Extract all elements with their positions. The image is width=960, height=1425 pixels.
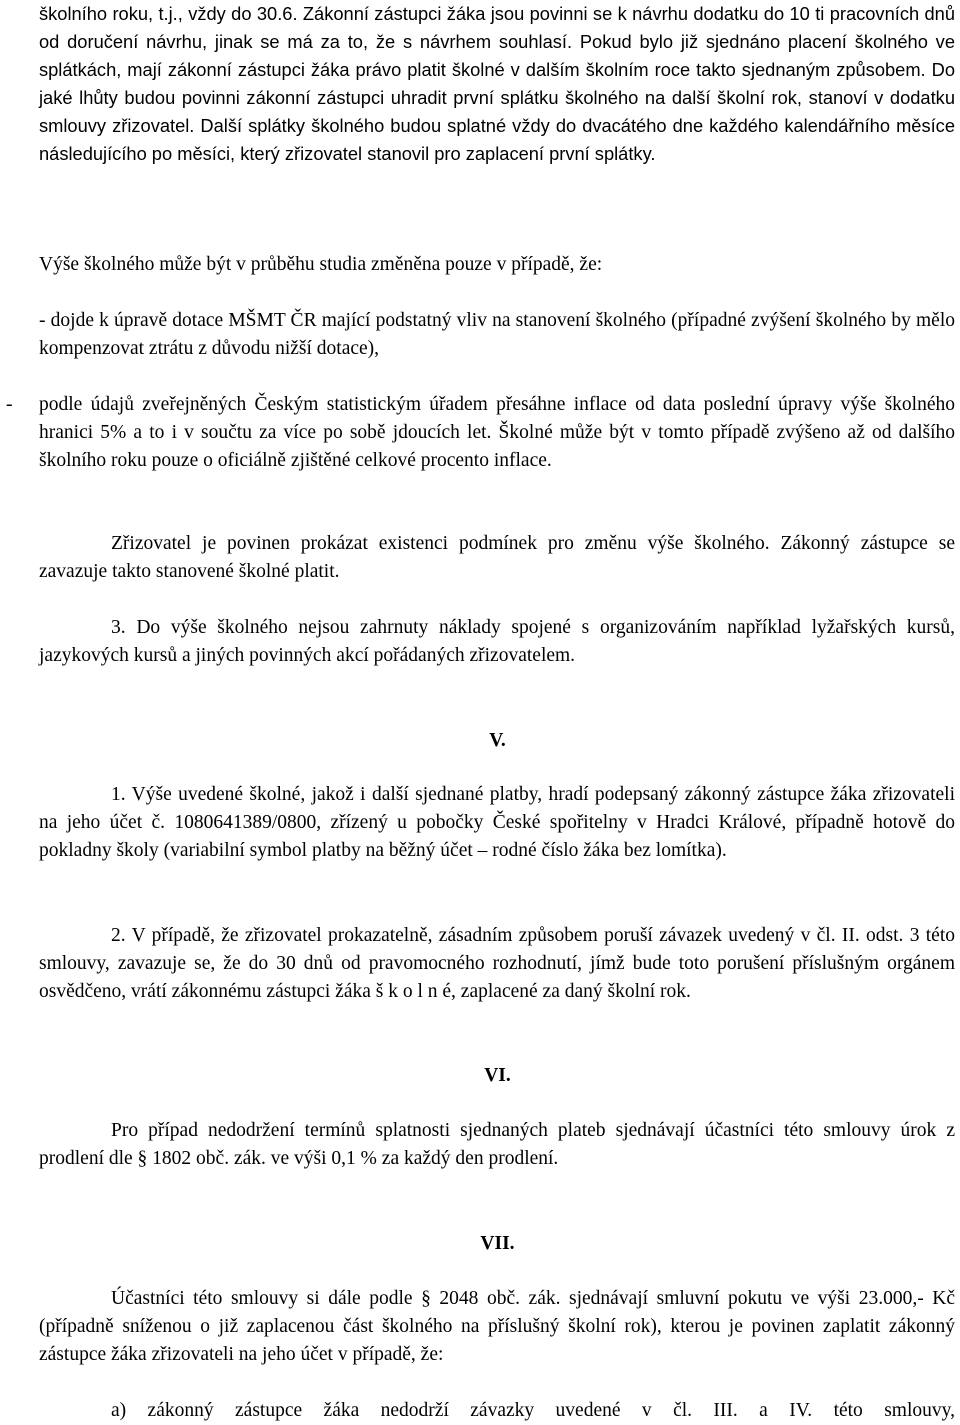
- paragraph-late-interest: Pro případ nedodržení termínů splatnosti sjednaných plateb sjednávají účastníci této smlouvy úrok z prodlení dle § 1802 obč. zák. ve výši 0,1 % za každý den prodlení.: [39, 1120, 955, 1169]
- paragraph-payment-account: 1. Výše uvedené školné, jakož i další sjednané platby, hradí podepsaný zákonný zástupce žáka zřizovateli na jeho účet č. 1080641389/0800, zřízený u pobočky České spořitelny v Hradci Králové, případně hotově do pokladny školy (variabilní symbol platby na běžný účet – rodné číslo žáka bez lomítka).: [39, 784, 955, 861]
- paragraph-fee-change-intro: Výše školného může být v průběhu studia změněna pouze v případě, že:: [39, 254, 603, 275]
- section-heading-vii: VII.: [480, 1233, 515, 1254]
- paragraph-installments: školního roku, t.j., vždy do 30.6. Zákonní zástupci žáka jsou povinni se k návrhu dodatku do 10 ti pracovních dnů od doručení návrhu, jinak se má za to, že s návrhem souhlasí. Pokud bylo již sjednáno placení školného ve splátkách, mají zákonní zástupci žáka právo platit školné v dalším školním roce takto sjednaným způsobem. Do jaké lhůty budou povinni zákonní zástupci uhradit první splátku školného na další školní rok, stanoví v dodatku smlouvy zřizovatel. Další splátky školného budou splatné vždy do dvacátého dne každého kalendářního měsíce následujícího po měsíci, který zřizovatel stanovil pro zaplacení první splátky.: [39, 3, 955, 164]
- paragraph-proof-conditions: Zřizovatel je povinen prokázat existenci podmínek pro změnu výše školného. Zákonný zástupce se zavazuje takto stanovené školné platit.: [39, 533, 955, 582]
- list-item-penalty-a: a) zákonný zástupce žáka nedodrží závazky uvedené v čl. III. a IV. této smlouvy,: [111, 1400, 955, 1421]
- list-item-subsidy: - dojde k úpravě dotace MŠMT ČR mající podstatný vliv na stanovení školného (případné zvýšení školného by mělo kompenzovat ztrátu z důvodu nižší dotace),: [39, 310, 955, 359]
- paragraph-refund: 2. V případě, že zřizovatel prokazatelně, zásadním způsobem poruší závazek uvedený v čl. II. odst. 3 této smlouvy, zavazuje se, že do 30 dnů od pravomocného rozhodnutí, jímž bude toto porušení příslušným orgánem osvědčeno, vrátí zákonnému zástupci žáka š k o l n é, zaplacené za daný školní rok.: [39, 925, 955, 1002]
- list-dash: -: [6, 394, 13, 415]
- list-item-inflation-text: podle údajů zveřejněných Českým statistickým úřadem přesáhne inflace od data poslední úpravy výše školného hranici 5% a to i v součtu za více po sobě jdoucích let. Školné může být v tomto případě zvýšeno až od dalšího školního roku pouze o oficiálně zjištěné celkové procento inflace.: [39, 394, 955, 471]
- paragraph-excluded-costs: 3. Do výše školného nejsou zahrnuty náklady spojené s organizováním například lyžařských kursů, jazykových kursů a jiných povinných akcí pořádaných zřizovatelem.: [39, 617, 955, 666]
- section-heading-vi: VI.: [484, 1065, 511, 1086]
- section-heading-v: V.: [489, 730, 506, 751]
- paragraph-contract-penalty: Účastníci této smlouvy si dále podle § 2048 obč. zák. sjednávají smluvní pokutu ve výši 23.000,- Kč (případně sníženou o již zaplacenou část školného na příslušný školní rok), kterou je povinen zaplatit zákonný zástupce žáka zřizovateli na jeho účet v případě, že:: [39, 1288, 955, 1365]
